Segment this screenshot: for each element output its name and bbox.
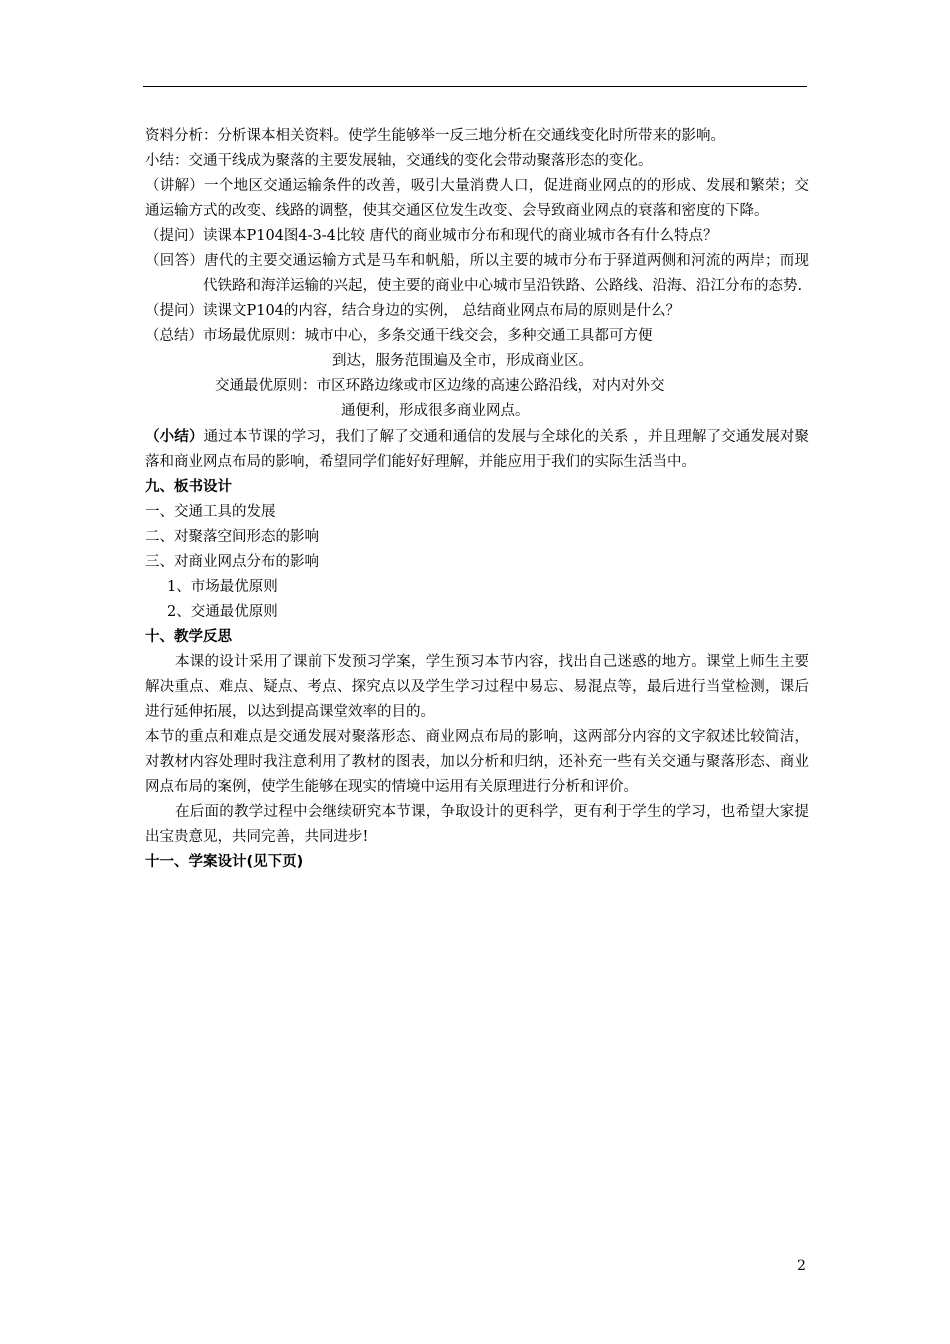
- conclusion-traffic-line: 交通最优原则：市区环路边缘或市区边缘的高速公路沿线，对内对外交: [215, 378, 665, 394]
- reflection-paragraph-2: 本节的重点和难点是交通发展对聚落形态、商业网点布局的影响，这两部分内容的文字叙述比较简洁，对教材内容处理时我注意利用了教材的图表，加以分析和归纳，还补充一些有关交通与聚落形态、商业网点布局的案例，使学生能够在现实的情境中运用有关原理进行分析和评价。: [145, 729, 809, 795]
- board-item-1: 一、交通工具的发展: [145, 504, 276, 520]
- answer-paragraph: （回答）唐代的主要交通运输方式是马车和帆船，所以主要的城市分布于驿道两侧和河流的两岸；而现代铁路和海洋运输的兴起，使主要的商业中心城市呈沿铁路、公路线、沿海、沿江分布的态势.: [145, 253, 809, 294]
- question-line-1: （提问）读课本P104图4-3-4比较 唐代的商业城市分布和现代的商业城市各有什么特点？: [145, 228, 718, 244]
- material-analysis-line: 资料分析：分析课本相关资料。使学生能够举一反三地分析在交通线变化时所带来的影响。: [145, 128, 725, 144]
- section-eleven-title: 十一、学案设计(见下页): [145, 854, 304, 870]
- summary-label: （小结）: [145, 428, 204, 445]
- summary-line: 小结：交通干线成为聚落的主要发展轴，交通线的变化会带动聚落形态的变化。: [145, 153, 653, 169]
- reflection-paragraph-3: 在后面的教学过程中会继续研究本节课，争取设计的更科学，更有利于学生的学习，也希望大家提出宝贵意见，共同完善，共同进步!: [145, 804, 809, 845]
- conclusion-market-cont: 到达，服务范围遍及全市，形成商业区。: [332, 353, 593, 369]
- lesson-summary-paragraph: [145, 424, 809, 475]
- section-ten-title: 十、教学反思: [145, 629, 232, 645]
- conclusion-traffic-cont: 通便利，形成很多商业网点。: [341, 403, 530, 419]
- section-nine-title: 九、板书设计: [145, 479, 232, 495]
- question-line-2: （提问）读课文P104的内容，结合身边的实例， 总结商业网点布局的原则是什么？: [145, 303, 681, 319]
- page-number: 2: [797, 1258, 806, 1274]
- explanation-paragraph: （讲解）一个地区交通运输条件的改善，吸引大量消费人口，促进商业网点的的形成、发展和繁荣；交通运输方式的改变、线路的调整，使其交通区位发生改变、会导致商业网点的衰落和密度的下降。: [145, 178, 809, 219]
- board-subitem-2: 2、交通最优原则: [167, 604, 278, 620]
- board-subitem-1: 1、市场最优原则: [167, 579, 278, 595]
- summary-text: 通过本节课的学习，我们了解了交通和通信的发展与全球化的关系 ，并且理解了交通发展对聚落和商业网点布局的影响，希望同学们能好好理解，并能应用于我们的实际生活当中。: [145, 429, 810, 470]
- board-item-2: 二、对聚落空间形态的影响: [145, 529, 319, 545]
- board-item-3: 三、对商业网点分布的影响: [145, 554, 319, 570]
- conclusion-market-line: （总结）市场最优原则：城市中心，多条交通干线交会，多种交通工具都可方便: [145, 328, 653, 344]
- reflection-paragraph-1: 本课的设计采用了课前下发预习学案，学生预习本节内容，找出自己迷惑的地方。课堂上师生主要解决重点、难点、疑点、考点、探究点以及学生学习过程中易忘、易混点等，最后进行当堂检测，课后进行延伸拓展，以达到提高课堂效率的目的。: [145, 654, 809, 720]
- header-rule: [143, 86, 807, 87]
- document-body: [145, 124, 809, 875]
